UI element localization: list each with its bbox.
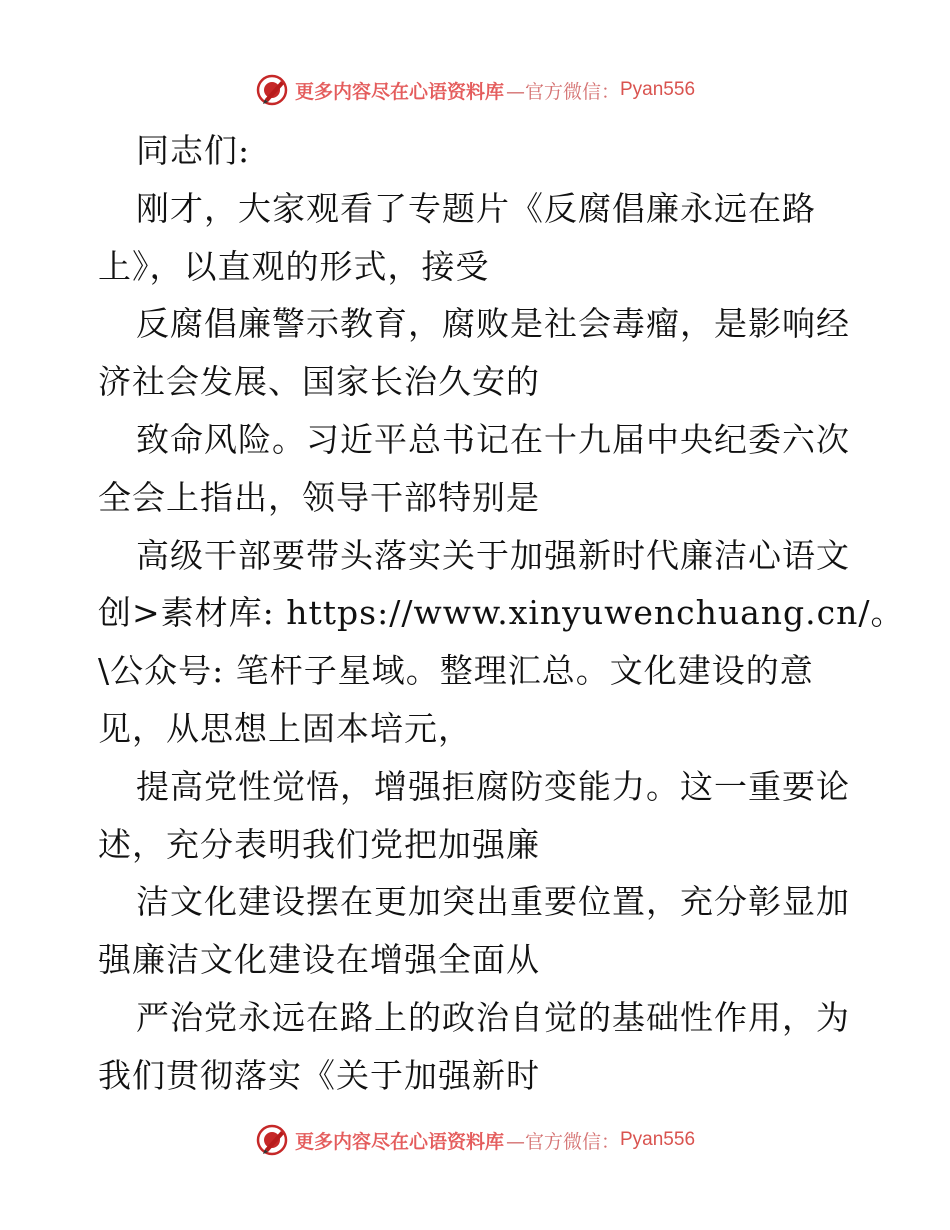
text-line: 严治党永远在路上的政治自觉的基础性作用，为 xyxy=(136,997,850,1037)
footer-official-label: —官方微信： xyxy=(505,1130,620,1153)
text-line: 致命风险。习近平总书记在十九届中央纪委六次 xyxy=(136,419,850,459)
text-line: 强廉洁文化建设在增强全面从 xyxy=(98,940,540,980)
text-line: 洁文化建设摆在更加突出重要位置，充分彰显加 xyxy=(136,882,850,922)
text-line: 述，充分表明我们党把加强廉 xyxy=(98,824,540,864)
text-line: 上》，以直观的形式，接受 xyxy=(98,246,490,286)
text-line: 见，从思想上固本培元， xyxy=(98,708,472,748)
document-body xyxy=(98,122,905,1105)
text-line: 全会上指出，领导干部特别是 xyxy=(98,477,540,517)
pen-logo-icon xyxy=(255,73,289,107)
text-line: 我们贯彻落实《关于加强新时 xyxy=(98,1055,540,1095)
text-line: 刚才，大家观看了专题片《反腐倡廉永远在路 xyxy=(136,188,816,228)
text-line: 反腐倡廉警示教育，腐败是社会毒瘤，是影响经 xyxy=(136,304,850,344)
text-line: 济社会发展、国家长治久安的 xyxy=(98,362,540,402)
text-line: 创>素材库: https://www.xinyuwenchuang.cn/。 xyxy=(98,593,905,633)
footer-promo-text: 更多内容尽在心语资料库 xyxy=(294,1130,504,1153)
footer-wechat-id: Pyan556 xyxy=(620,1129,696,1150)
text-line: 同志们: xyxy=(136,131,251,170)
text-line: 提高党性觉悟，增强拒腐防变能力。这一重要论 xyxy=(136,766,850,806)
footer-banner xyxy=(0,1122,950,1158)
pen-logo-icon xyxy=(255,1123,289,1157)
text-line: \公众号: 笔杆子星域。整理汇总。文化建设的意 xyxy=(98,651,814,691)
header-promo-text: 更多内容尽在心语资料库 xyxy=(294,80,504,103)
text-line: 高级干部要带头落实关于加强新时代廉洁心语文 xyxy=(136,535,850,575)
header-wechat-id: Pyan556 xyxy=(620,79,696,100)
header-banner xyxy=(0,72,950,108)
header-official-label: —官方微信： xyxy=(505,80,620,103)
